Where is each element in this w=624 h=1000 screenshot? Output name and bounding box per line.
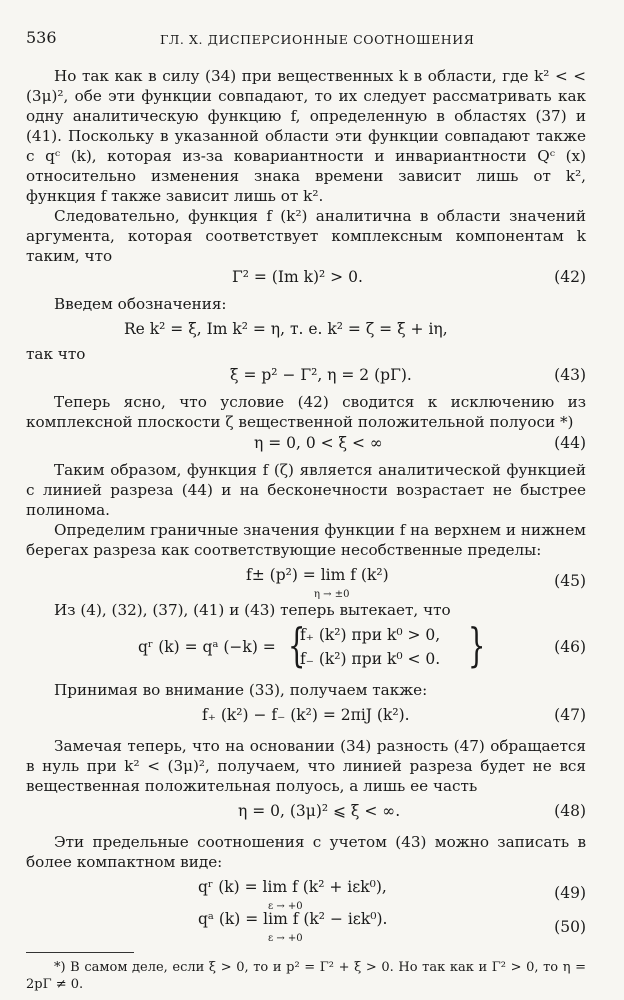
equation-notation — [26, 314, 586, 344]
equation-46-case-2: f₋ (k²) при k⁰ < 0. — [300, 650, 441, 668]
equation-43 — [26, 364, 586, 386]
page-number: 536 — [26, 28, 57, 47]
equation-notation-body: Re k² = ξ, Im k² = η, т. е. k² = ζ = ξ + iη, — [124, 320, 448, 338]
equation-46-lhs: qʳ (k) = qᵃ (−k) = — [138, 638, 276, 656]
footnote: *) В самом деле, если ξ > 0, то и p² = Γ² + ξ > 0. Но так как и Γ² > 0, то η = 2pΓ ≠ 0. — [26, 960, 586, 992]
equation-42-number: (42) — [554, 268, 586, 286]
equation-50-number: (50) — [554, 918, 586, 936]
equation-48-number: (48) — [554, 802, 586, 820]
equation-45-limit: η → ±0 — [314, 589, 350, 600]
equation-43-body: ξ = p² − Γ², η = 2 (pΓ). — [230, 366, 412, 384]
right-brace-icon: } — [467, 618, 486, 672]
equation-44-body: η = 0, 0 < ξ < ∞ — [254, 434, 383, 452]
footnote-divider — [26, 952, 134, 953]
book-page — [26, 22, 586, 993]
equation-48 — [26, 796, 586, 826]
equation-46-case-1: f₊ (k²) при k⁰ > 0, — [300, 626, 441, 644]
equation-49-number: (49) — [554, 884, 586, 902]
equation-49-limit: ε → +0 — [268, 901, 303, 912]
paragraph-6: Таким образом, функция f (ζ) является аналитической функцией с линией разреза (44) и на бесконечности возрастает не быстрее полинома. — [26, 461, 586, 519]
equation-44-number: (44) — [554, 434, 586, 452]
paragraph-9: Принимая во внимание (33), получаем также: — [54, 681, 428, 699]
equation-42 — [26, 266, 586, 288]
equation-47 — [26, 700, 586, 730]
equation-50-body: qᵃ (k) = lim f (k² − iεk⁰). — [198, 910, 388, 928]
paragraph-2: Следовательно, функция f (k²) аналитична в области значений аргумента, которая соответствует комплексным компонентам k таким, что — [26, 207, 586, 265]
equation-49-body: qʳ (k) = lim f (k² + iεk⁰), — [198, 878, 387, 896]
page-header — [26, 22, 586, 48]
paragraph-1: Но так как в силу (34) при вещественных k в области, где k² < < (3μ)², обе эти функции совпадают, то их следует рассматривать как одну аналитическую функцию f, определенную в областях (37) и (41). Поскольку в указанной области эти функции совпадают также с qᶜ (k), которая из-за ковариантности и инвариантности Qᶜ (x) относительно изменения знака времени зависит лишь от k², функция f также зависит лишь от k². — [26, 67, 586, 205]
equation-47-body: f₊ (k²) − f₋ (k²) = 2πiJ (k²). — [202, 706, 410, 724]
equation-46-number: (46) — [554, 638, 586, 656]
equation-50-limit: ε → +0 — [268, 933, 303, 944]
equation-45-body: f± (p²) = lim f (k²) — [246, 566, 389, 584]
paragraph-3: Введем обозначения: — [54, 295, 227, 313]
paragraph-11: Эти предельные соотношения с учетом (43) можно записать в более компактном виде: — [26, 833, 586, 871]
equation-42-body: Γ² = (Im k)² > 0. — [232, 268, 363, 286]
equation-46 — [26, 620, 586, 674]
equation-45-number: (45) — [554, 572, 586, 590]
equation-49 — [26, 872, 586, 912]
equation-43-number: (43) — [554, 366, 586, 384]
paragraph-8: Из (4), (32), (37), (41) и (43) теперь вытекает, что — [54, 601, 451, 619]
left-brace-icon: { — [287, 618, 306, 672]
running-title: ГЛ. X. ДИСПЕРСИОННЫЕ СООТНОШЕНИЯ — [160, 32, 475, 47]
paragraph-4: так что — [26, 345, 86, 363]
equation-48-body: η = 0, (3μ)² ⩽ ξ < ∞. — [238, 802, 401, 820]
equation-47-number: (47) — [554, 706, 586, 724]
equation-44 — [26, 432, 586, 454]
equation-45 — [26, 560, 586, 600]
paragraph-5: Теперь ясно, что условие (42) сводится к исключению из комплексной плоскости ζ вещественной положительной полуоси *) — [26, 393, 586, 431]
paragraph-10: Замечая теперь, что на основании (34) разность (47) обращается в нуль при k² < (3μ)², получаем, что линией разреза будет не вся вещественная положительная полуось, а лишь ее часть — [26, 737, 586, 795]
paragraph-7: Определим граничные значения функции f на верхнем и нижнем берегах разреза как соответствующие несобственные пределы: — [26, 521, 586, 559]
equation-50 — [26, 906, 586, 944]
